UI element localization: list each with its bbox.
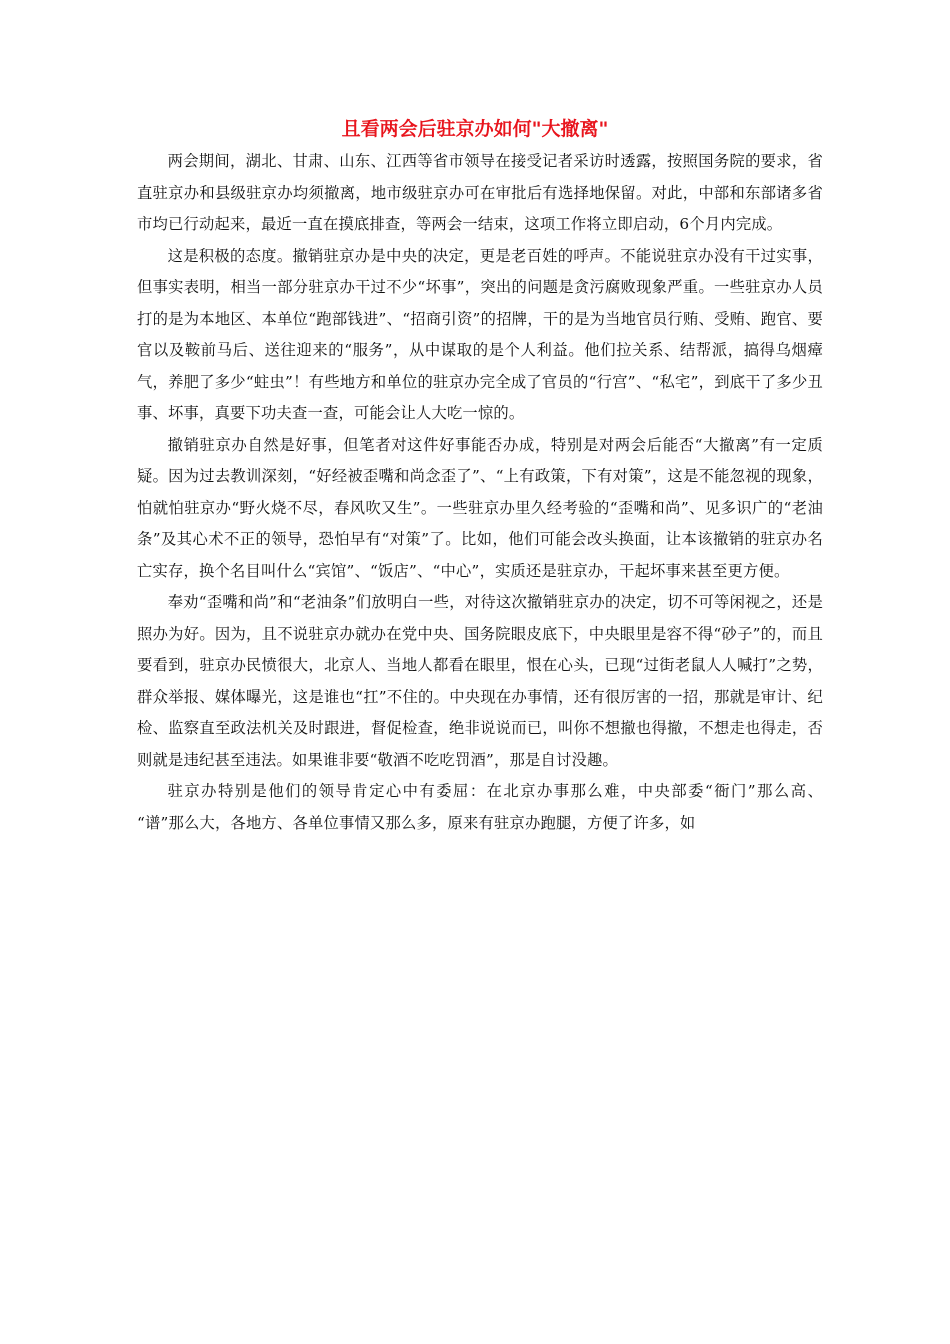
- document-body: [137, 146, 823, 839]
- paragraph-5: 驻京办特别是他们的领导肯定心中有委屈：在北京办事那么难，中央部委“衙门”那么高、 “谱”那么大，各地方、各单位事情又那么多，原来有驻京办跑腿，方便了许多，如: [137, 782, 823, 832]
- paragraph-3: 撤销驻京办自然是好事，但笔者对这件好事能否办成，特别是对两会后能否“大撤离”有一定质疑。因为过去教训深刻，“好经被歪嘴和尚念歪了”、“上有政策，下有对策”，这是不能忽视的现象，怕就怕驻京办“野火烧不尽，春风吹又生”。一些驻京办里久经考验的“歪嘴和尚”、见多识广的“老油条”及其心术不正的领导，恐怕早有“对策”了。比如，他们可能会改头换面，让本该撤销的驻京办名亡实存，换个名目叫什么“宾馆”、“饭店”、“中心”，实质还是驻京办，干起坏事来甚至更方便。: [137, 435, 823, 580]
- paragraph-2: 这是积极的态度。撤销驻京办是中央的决定，更是老百姓的呼声。不能说驻京办没有干过实事，但事实表明，相当一部分驻京办干过不少“坏事”，突出的问题是贪污腐败现象严重。一些驻京办人员打的是为本地区、本单位“跑部钱进”、“招商引资”的招牌，干的是为当地官员行贿、受贿、跑官、要官以及鞍前马后、送往迎来的“服务”，从中谋取的是个人利益。他们拉关系、结帮派，搞得乌烟瘴气，养肥了多少“蛀虫”！有些地方和单位的驻京办完全成了官员的“行宫”、“私宅”，到底干了多少丑事、坏事，真要下功夫查一查，可能会让人大吃一惊的。: [137, 246, 823, 422]
- paragraph-4: 奉劝“歪嘴和尚”和“老油条”们放明白一些，对待这次撤销驻京办的决定，切不可等闲视之，还是照办为好。因为，且不说驻京办就办在党中央、国务院眼皮底下，中央眼里是容不得“砂子”的，而且要看到，驻京办民愤很大，北京人、当地人都看在眼里，恨在心头，已现“过街老鼠人人喊打”之势，群众举报、媒体曝光，这是谁也“扛”不住的。中央现在办事情，还有很厉害的一招，那就是审计、纪检、监察直至政法机关及时跟进，督促检查，绝非说说而已，叫你不想撤也得撤，不想走也得走，否则就是违纪甚至违法。如果谁非要“敬酒不吃吃罚酒”，那是自讨没趣。: [137, 593, 823, 769]
- paragraph-1: 两会期间，湖北、甘肃、山东、江西等省市领导在接受记者采访时透露，按照国务院的要求，省直驻京办和县级驻京办均须撤离，地市级驻京办可在审批后有选择地保留。对此，中部和东部诸多省市均已行动起来，最近一直在摸底排查，等两会一结束，这项工作将立即启动，6个月内完成。: [137, 152, 823, 233]
- document-title: 且看两会后驻京办如何"大撤离": [341, 118, 609, 140]
